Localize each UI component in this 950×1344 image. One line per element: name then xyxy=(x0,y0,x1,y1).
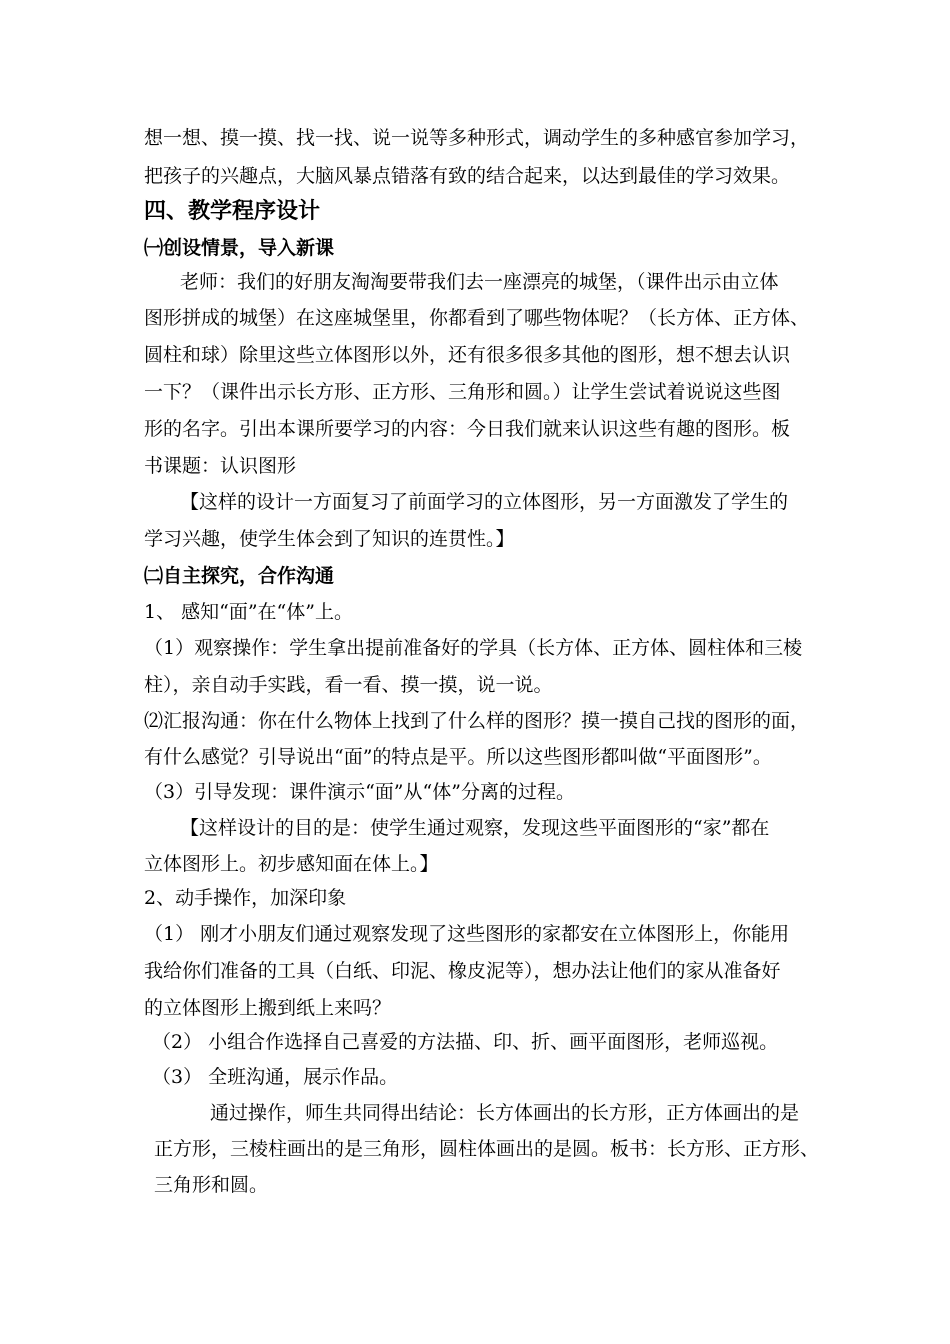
item1-step1-line: （1）观察操作：学生拿出提前准备好的学具（长方体、正方体、圆柱体和三棱 xyxy=(144,637,803,659)
conclusion-line: 三角形和圆。 xyxy=(154,1174,269,1196)
item2-step2: （2） 小组合作选择自己喜爱的方法描、印、折、画平面图形，老师巡视。 xyxy=(152,1031,779,1053)
item2-step1-line: 的立体图形上搬到纸上来吗？ xyxy=(144,997,392,1019)
intro-line: 想一想、摸一摸、找一找、说一说等多种形式，调动学生的多种感官参加学习， xyxy=(144,127,810,149)
section-title: 四、教学程序设计 xyxy=(144,198,321,224)
item1-step2-line: ⑵汇报沟通：你在什么物体上找到了什么样的图形？摸一摸自己找的图形的面， xyxy=(144,710,810,732)
item1-step1-line: 柱），亲自动手实践，看一看、摸一摸，说一说。 xyxy=(144,674,553,696)
item1-comment-line: 【这样设计的目的是：使学生通过观察，发现这些平面图形的“家”都在 xyxy=(180,817,770,839)
part1-paragraph-line: 一下？（课件出示长方形、正方形、三角形和圆。）让学生尝试着说说这些图 xyxy=(144,381,781,403)
conclusion-line: 通过操作，师生共同得出结论：长方体画出的长方形，正方体画出的是 xyxy=(210,1102,800,1124)
part1-heading: ㈠创设情景，导入新课 xyxy=(144,237,335,259)
item2-step1-line: （1） 刚才小朋友们通过观察发现了这些图形的家都安在立体图形上，你能用 xyxy=(144,923,790,945)
conclusion-line: 正方形，三棱柱画出的是三角形，圆柱体画出的是圆。板书：长方形、正方形、 xyxy=(154,1138,820,1160)
item1-comment-line: 立体图形上。初步感知面在体上。】 xyxy=(144,853,439,875)
part1-paragraph-line: 圆柱和球）除里这些立体图形以外，还有很多很多其他的图形，想不想去认识 xyxy=(144,344,791,366)
part1-paragraph-line: 形的名字。引出本课所要学习的内容：今日我们就来认识这些有趣的图形。板 xyxy=(144,418,791,440)
item2-step1-line: 我给你们准备的工具（白纸、印泥、橡皮泥等），想办法让他们的家从准备好 xyxy=(144,960,781,982)
item1-step3: （3）引导发现：课件演示“面”从“体”分离的过程。 xyxy=(144,781,575,803)
item2-title: 2、动手操作，加深印象 xyxy=(144,887,347,909)
part1-paragraph-line: 老师：我们的好朋友淘淘要带我们去一座漂亮的城堡，（课件出示由立体 xyxy=(180,271,779,293)
item1-step2-line: 有什么感觉？引导说出“面”的特点是平。所以这些图形都叫做“平面图形”。 xyxy=(144,746,772,768)
part1-paragraph-line: 图形拼成的城堡）在这座城堡里，你都看到了哪些物体呢？（长方体、正方体、 xyxy=(144,307,810,329)
part1-paragraph-line: 书课题：认识图形 xyxy=(144,455,297,477)
item1-title: 1、 感知“面”在“体”上。 xyxy=(144,601,353,623)
part2-heading: ㈡自主探究，合作沟通 xyxy=(144,565,335,587)
part1-comment-line: 学习兴趣，使学生体会到了知识的连贯性。】 xyxy=(144,528,515,550)
intro-line: 把孩子的兴趣点，大脑风暴点错落有致的结合起来，以达到最佳的学习效果。 xyxy=(144,165,791,187)
item2-step3: （3） 全班沟通，展示作品。 xyxy=(152,1066,399,1088)
part1-comment-line: 【这样的设计一方面复习了前面学习的立体图形，另一方面激发了学生的 xyxy=(180,491,789,513)
